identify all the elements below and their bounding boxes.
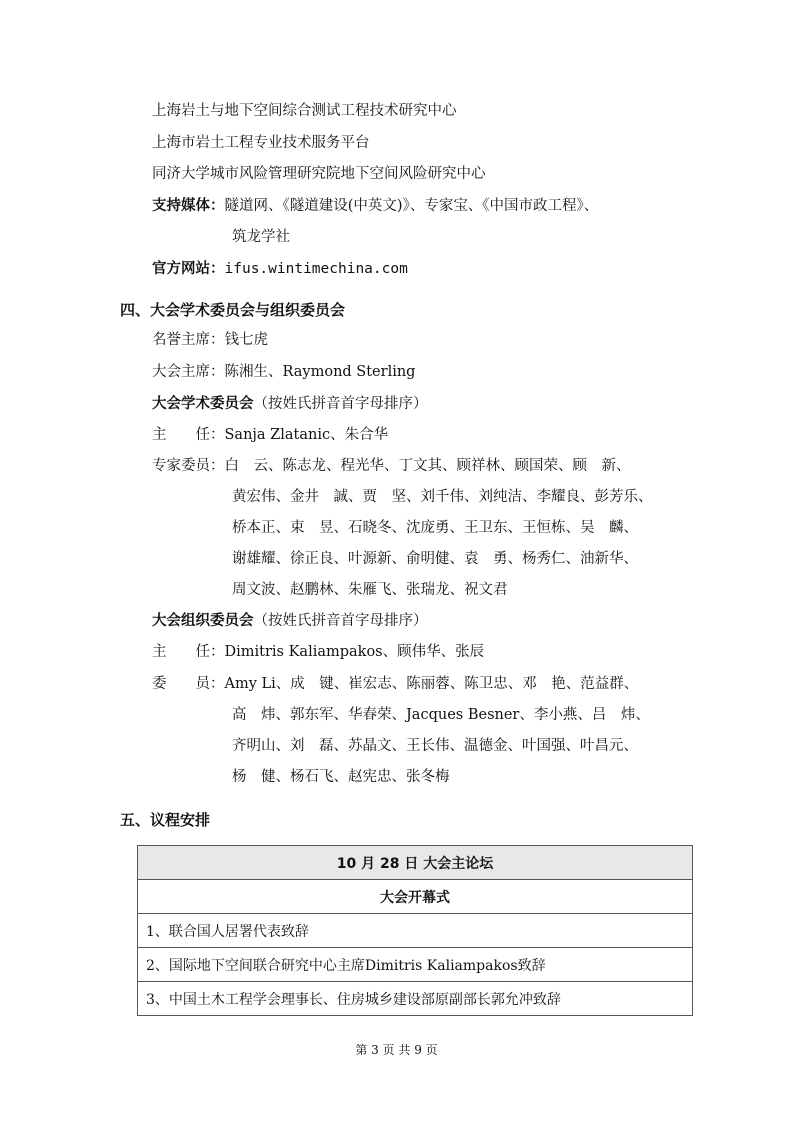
- experts-line-4: 谢雄耀、徐正良、叶源新、俞明健、袁 勇、杨秀仁、油新华、: [232, 551, 638, 567]
- agenda-table: [137, 845, 693, 1016]
- organizer-line-1: 上海岩土与地下空间综合测试工程技术研究中心: [152, 103, 457, 119]
- experts-line-5: 周文波、赵鹏林、朱雁飞、张瑞龙、祝文君: [232, 582, 508, 598]
- table-row: [138, 982, 693, 1016]
- section-4-title: 四、大会学术委员会与组织委员会: [120, 301, 346, 319]
- agenda-item-3: 3、中国土木工程学会理事长、住房城乡建设部原副部长郭允冲致辞: [138, 982, 693, 1016]
- website-label: 官方网站：: [152, 261, 225, 277]
- academic-committee-title: 大会学术委员会: [152, 396, 254, 412]
- website-link[interactable]: ifus.wintimechina.com: [224, 261, 408, 277]
- agenda-item-2: 2、国际地下空间联合研究中心主席Dimitris Kaliampakos致辞: [138, 948, 693, 982]
- table-row: [138, 846, 693, 880]
- organizer-line-3: 同济大学城市风险管理研究院地下空间风险研究中心: [152, 166, 486, 182]
- media-value: 隧道网、《隧道建设(中英文)》、专家宝、《中国市政工程》、: [224, 198, 599, 214]
- members-line-2: 高 炜、郭东军、华春荣、Jacques Besner、李小燕、吕 炜、: [232, 707, 650, 723]
- page-footer: 第 3 页 共 9 页: [355, 1043, 438, 1057]
- members-line-1: 委 员：Amy Li、成 键、崔宏志、陈丽蓉、陈卫忠、邓 艳、范益群、: [152, 676, 639, 692]
- organizer-line-2: 上海市岩土工程专业技术服务平台: [152, 135, 370, 151]
- academic-committee-heading: [152, 394, 428, 414]
- experts-line-1: 专家委员：白 云、陈志龙、程光华、丁文其、顾祥林、顾国荣、顾 新、: [152, 458, 631, 474]
- section-5-title: 五、议程安排: [120, 811, 211, 829]
- organizing-committee-heading: [152, 611, 428, 631]
- conference-chair: 大会主席：陈湘生、Raymond Sterling: [152, 364, 416, 380]
- media-line: [152, 196, 598, 216]
- table-row: [138, 948, 693, 982]
- media-line-2: 筑龙学社: [232, 229, 290, 245]
- honorary-chair: 名誉主席：钱七虎: [152, 332, 268, 348]
- academic-committee-note: （按姓氏拼音首字母排序）: [253, 396, 428, 412]
- table-row: [138, 880, 693, 914]
- website-line: [152, 259, 408, 279]
- members-line-3: 齐明山、刘 磊、苏晶文、王长伟、温德金、叶国强、叶昌元、: [232, 738, 638, 754]
- organizing-committee-title: 大会组织委员会: [152, 613, 254, 629]
- media-label: 支持媒体：: [152, 198, 225, 214]
- experts-line-2: 黄宏伟、金井 誠、贾 坚、刘千伟、刘纯洁、李耀良、彭芳乐、: [232, 489, 653, 505]
- experts-line-3: 桥本正、束 昱、石晓冬、沈庞勇、王卫东、王恒栋、吴 麟、: [232, 520, 638, 536]
- opening-ceremony-header: 大会开幕式: [138, 880, 693, 914]
- members-line-4: 杨 健、杨石飞、赵宪忠、张冬梅: [232, 769, 450, 785]
- organizing-director: 主 任：Dimitris Kaliampakos、顾伟华、张辰: [152, 644, 485, 660]
- agenda-date-header: 10 月 28 日 大会主论坛: [138, 846, 693, 880]
- agenda-item-1: 1、联合国人居署代表致辞: [138, 914, 693, 948]
- academic-director: 主 任：Sanja Zlatanic、朱合华: [152, 427, 389, 443]
- organizing-committee-note: （按姓氏拼音首字母排序）: [253, 613, 428, 629]
- table-row: [138, 914, 693, 948]
